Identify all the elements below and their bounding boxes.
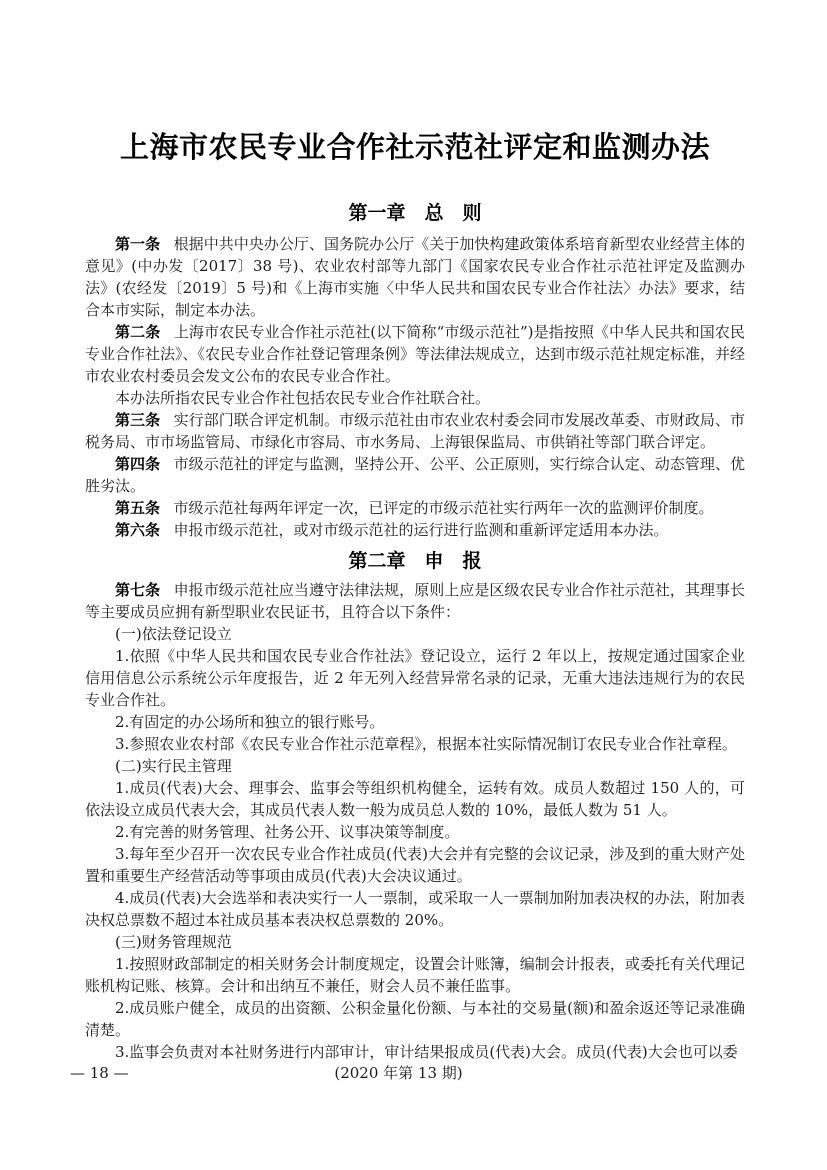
article-2-text: 上海市农民专业合作社示范社(以下简称“市级示范社”)是指按照《中华人民共和国农民专业合作社法》、《农民专业合作社登记管理条例》等法律法规成立，达到市级示范社规定标准，并经市农业农村委员会发文公布的农民专业合作社。 xyxy=(85,323,746,385)
article-5-text: 市级示范社每两年评定一次，已评定的市级示范社实行两年一次的监测评价制度。 xyxy=(173,499,714,517)
paragraph-condition-1-item-1 xyxy=(85,645,745,711)
paragraph-condition-2-item-1 xyxy=(85,777,745,821)
condition-3-item-3-text: 3.监事会负责对本社财务进行内部审计，审计结果报成员(代表)大会。成员(代表)大会也可以委 xyxy=(115,1043,738,1061)
condition-3-heading-text: (三)财务管理规范 xyxy=(115,933,232,951)
condition-3-item-2-text: 2.成员账户健全，成员的出资额、公积金量化份额、与本社的交易量(额)和盈余返还等记录准确清楚。 xyxy=(85,999,745,1039)
article-3-label: 第三条 xyxy=(115,411,161,429)
article-2-note-text: 本办法所指农民专业合作社包括农民专业合作社联合社。 xyxy=(115,389,491,407)
page-footer xyxy=(0,1062,827,1084)
condition-2-item-3-text: 3.每年至少召开一次农民专业合作社成员(代表)大会并有完整的会议记录，涉及到的重大财产处置和重要生产经营活动等事项由成员(代表)大会决议通过。 xyxy=(85,845,745,885)
paragraph-condition-3-item-1 xyxy=(85,953,745,997)
paragraph-condition-3-heading xyxy=(85,931,745,953)
paragraph-condition-2-item-4 xyxy=(85,887,745,931)
paragraph-condition-1-heading xyxy=(85,623,745,645)
article-1-label: 第一条 xyxy=(115,235,161,253)
paragraph-condition-1-item-3 xyxy=(85,733,745,755)
paragraph-article-4 xyxy=(85,453,745,497)
paragraph-condition-3-item-3 xyxy=(85,1041,745,1063)
condition-2-item-1-text: 1.成员(代表)大会、理事会、监事会等组织机构健全，运转有效。成员人数超过 150 人的，可依法设立成员代表大会，其成员代表人数一般为成员总人数的 10%，最低人数为 51 人。 xyxy=(85,779,745,819)
condition-1-item-3-text: 3.参照农业农村部《农民专业合作社示范章程》，根据本社实际情况制订农民专业合作社章程。 xyxy=(115,735,737,753)
article-4-text: 市级示范社的评定与监测，坚持公开、公平、公正原则，实行综合认定、动态管理、优胜劣汰。 xyxy=(85,455,745,495)
paragraph-article-2 xyxy=(85,321,745,387)
paragraph-condition-2-item-3 xyxy=(85,843,745,887)
article-7-label: 第七条 xyxy=(115,581,161,599)
document-title: 上海市农民专业合作社示范社评定和监测办法 xyxy=(119,130,710,164)
condition-2-item-2-text: 2.有完善的财务管理、社务公开、议事决策等制度。 xyxy=(115,823,460,841)
paragraph-article-7 xyxy=(85,579,745,623)
chapter-1-heading: 第一章 总 则 xyxy=(348,202,482,224)
condition-3-item-1-text: 1.按照财政部制定的相关财务会计制度规定，设置会计账簿，编制会计报表，或委托有关代理记账机构记账、核算。会计和出纳互不兼任，财会人员不兼任监事。 xyxy=(85,955,745,995)
chapter-2-heading: 第二章 申 报 xyxy=(348,550,482,572)
paragraph-article-5 xyxy=(85,497,745,519)
paragraph-condition-1-item-2 xyxy=(85,711,745,733)
document-content xyxy=(85,131,745,1063)
paragraph-article-1 xyxy=(85,233,745,321)
paragraph-article-3 xyxy=(85,409,745,453)
paragraph-article-2-note xyxy=(85,387,745,409)
footer-page-number: — 18 — xyxy=(70,1064,129,1082)
condition-2-heading-text: (二)实行民主管理 xyxy=(115,757,232,775)
article-4-label: 第四条 xyxy=(115,455,161,473)
article-3-text: 实行部门联合评定机制。市级示范社由市农业农村委会同市发展改革委、市财政局、市税务局、市市场监管局、市绿化市容局、市水务局、上海银保监局、市供销社等部门联合评定。 xyxy=(85,411,745,451)
condition-1-item-2-text: 2.有固定的办公场所和独立的银行账号。 xyxy=(115,713,385,731)
paragraph-condition-2-item-2 xyxy=(85,821,745,843)
paragraph-condition-3-item-2 xyxy=(85,997,745,1041)
paragraph-condition-2-heading xyxy=(85,755,745,777)
condition-1-item-1-text: 1.依照《中华人民共和国农民专业合作社法》登记设立，运行 2 年以上，按规定通过国家企业信用信息公示系统公示年度报告，近 2 年无列入经营异常名录的记录，无重大违法违规行为的农民专业合作社。 xyxy=(85,647,745,709)
paragraph-article-6 xyxy=(85,519,745,541)
article-1-text: 根据中共中央办公厅、国务院办公厅《关于加快构建政策体系培育新型农业经营主体的意见》(中办发〔2017〕38 号)、农业农村部等九部门《国家农民专业合作社示范社评定及监测办法》(农经发〔2019〕5 号)和《上海市实施〈中华人民共和国农民专业合作社法〉办法》要求，结合本市实际，制定本办法。 xyxy=(85,235,745,319)
article-6-text: 申报市级示范社，或对市级示范社的运行进行监测和重新评定适用本办法。 xyxy=(173,521,669,539)
article-6-label: 第六条 xyxy=(115,521,161,539)
condition-1-heading-text: (一)依法登记设立 xyxy=(115,625,232,643)
article-5-label: 第五条 xyxy=(115,499,161,517)
condition-2-item-4-text: 4.成员(代表)大会选举和表决实行一人一票制，或采取一人一票制加附加表决权的办法，附加表决权总票数不超过本社成员基本表决权总票数的 20%。 xyxy=(85,889,745,929)
footer-issue-label: (2020 年第 13 期) xyxy=(334,1064,463,1082)
article-7-text: 申报市级示范社应当遵守法律法规，原则上应是区级农民专业合作社示范社，其理事长等主要成员应拥有新型职业农民证书，且符合以下条件： xyxy=(85,581,745,621)
article-2-label: 第二条 xyxy=(115,323,161,341)
